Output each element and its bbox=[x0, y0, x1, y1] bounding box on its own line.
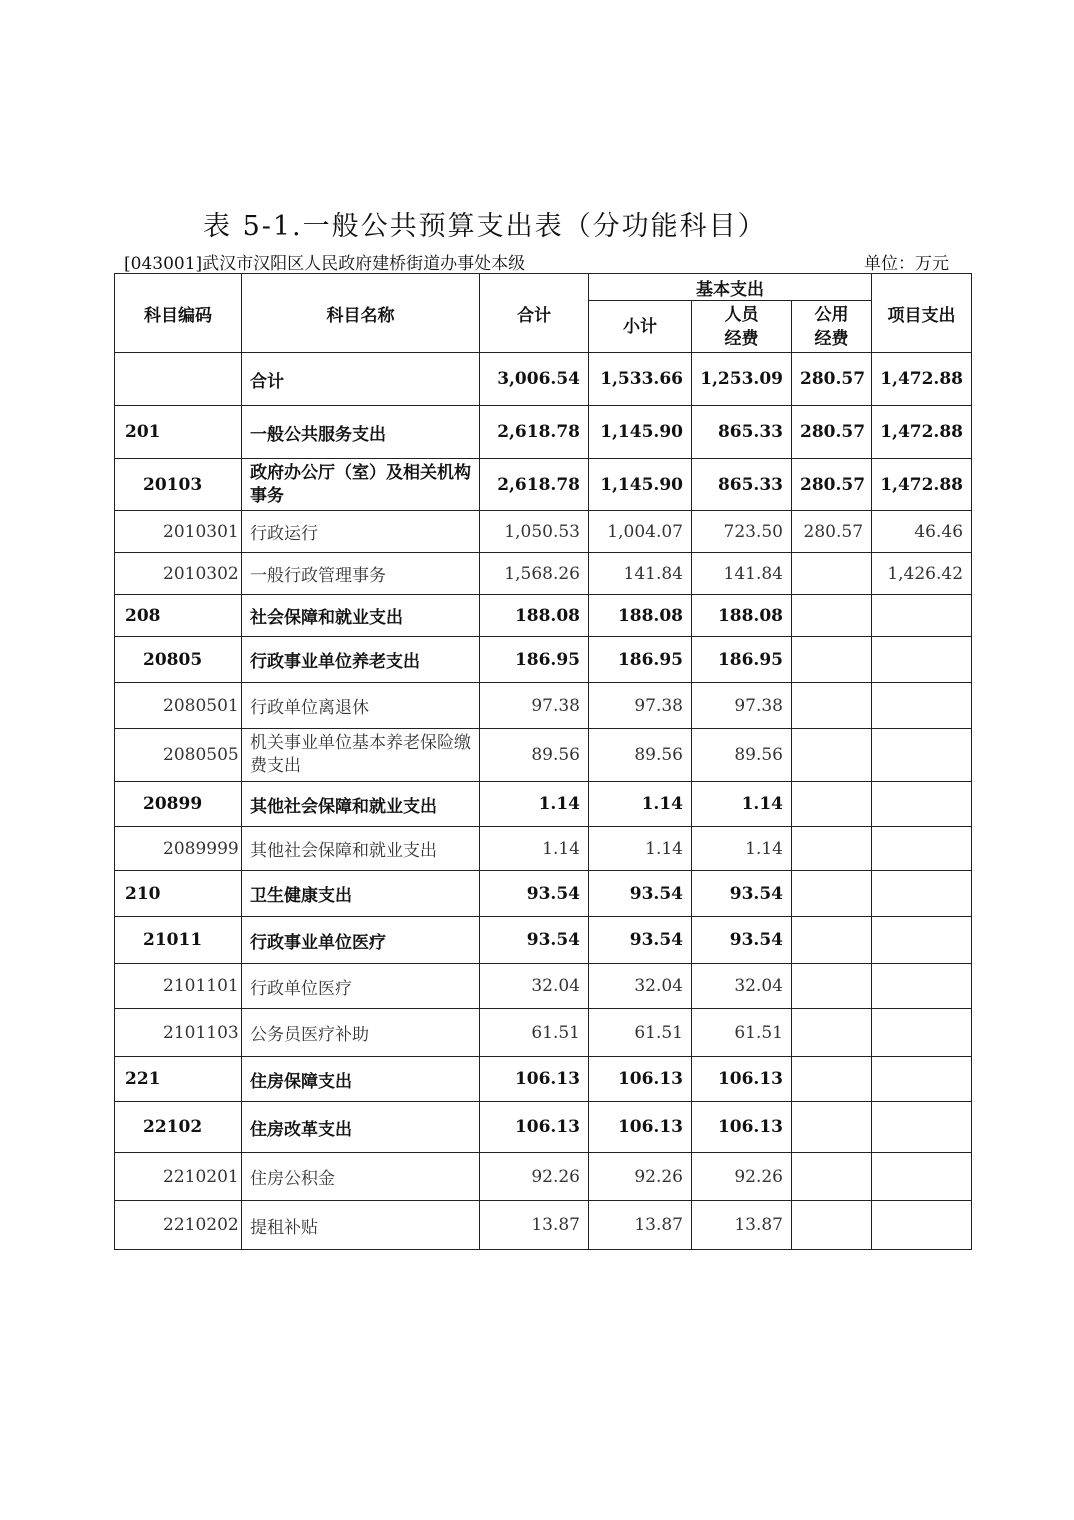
table-row bbox=[115, 683, 972, 729]
header-public-line1: 公用 bbox=[814, 304, 849, 325]
cell-personnel: 93.54 bbox=[692, 871, 792, 917]
cell-code: 2080501 bbox=[115, 683, 242, 729]
table-row bbox=[115, 353, 972, 406]
table-row bbox=[115, 917, 972, 964]
cell-total: 188.08 bbox=[480, 595, 589, 637]
header-public-line2: 经费 bbox=[814, 328, 849, 349]
budget-table bbox=[114, 273, 972, 1250]
table-row bbox=[115, 459, 972, 511]
cell-name: 行政单位医疗 bbox=[242, 964, 480, 1009]
cell-personnel: 141.84 bbox=[692, 553, 792, 595]
cell-code: 20899 bbox=[115, 782, 242, 827]
cell-name: 行政单位离退休 bbox=[242, 683, 480, 729]
cell-personnel: 1.14 bbox=[692, 827, 792, 871]
table-title: 表 5-1.一般公共预算支出表（分功能科目） bbox=[203, 211, 767, 242]
cell-project: 46.46 bbox=[872, 511, 972, 553]
cell-subtotal: 1.14 bbox=[589, 782, 692, 827]
cell-personnel: 92.26 bbox=[692, 1153, 792, 1201]
cell-subtotal: 188.08 bbox=[589, 595, 692, 637]
cell-subtotal: 1,004.07 bbox=[589, 511, 692, 553]
cell-project bbox=[872, 1057, 972, 1102]
cell-code: 20103 bbox=[115, 459, 242, 511]
cell-personnel: 106.13 bbox=[692, 1057, 792, 1102]
cell-total: 106.13 bbox=[480, 1057, 589, 1102]
table-row bbox=[115, 827, 972, 871]
cell-public bbox=[792, 1201, 872, 1250]
cell-personnel: 106.13 bbox=[692, 1102, 792, 1153]
header-personnel-line1: 人员 bbox=[724, 304, 759, 325]
cell-public bbox=[792, 729, 872, 782]
cell-name: 行政运行 bbox=[242, 511, 480, 553]
cell-total: 97.38 bbox=[480, 683, 589, 729]
cell-total: 89.56 bbox=[480, 729, 589, 782]
unit-label: 单位：万元 bbox=[864, 254, 949, 274]
cell-public bbox=[792, 595, 872, 637]
table-body bbox=[115, 353, 972, 1250]
header-public bbox=[792, 301, 872, 353]
cell-public bbox=[792, 553, 872, 595]
header-name: 科目名称 bbox=[242, 274, 480, 353]
cell-public bbox=[792, 1102, 872, 1153]
cell-name: 一般公共服务支出 bbox=[242, 406, 480, 459]
table-row bbox=[115, 729, 972, 782]
cell-code: 2101103 bbox=[115, 1009, 242, 1057]
cell-total: 2,618.78 bbox=[480, 406, 589, 459]
cell-code: 20805 bbox=[115, 637, 242, 683]
cell-name: 住房保障支出 bbox=[242, 1057, 480, 1102]
header-project: 项目支出 bbox=[872, 274, 972, 353]
cell-code: 21011 bbox=[115, 917, 242, 964]
cell-subtotal: 93.54 bbox=[589, 871, 692, 917]
cell-code: 2010302 bbox=[115, 553, 242, 595]
cell-name: 社会保障和就业支出 bbox=[242, 595, 480, 637]
cell-public bbox=[792, 1009, 872, 1057]
cell-subtotal: 1,145.90 bbox=[589, 459, 692, 511]
cell-subtotal: 13.87 bbox=[589, 1201, 692, 1250]
cell-total: 3,006.54 bbox=[480, 353, 589, 406]
cell-project bbox=[872, 964, 972, 1009]
cell-public bbox=[792, 917, 872, 964]
cell-personnel: 13.87 bbox=[692, 1201, 792, 1250]
cell-subtotal: 61.51 bbox=[589, 1009, 692, 1057]
cell-personnel: 32.04 bbox=[692, 964, 792, 1009]
cell-public bbox=[792, 683, 872, 729]
cell-name: 公务员医疗补助 bbox=[242, 1009, 480, 1057]
table-row bbox=[115, 964, 972, 1009]
header-code: 科目编码 bbox=[115, 274, 242, 353]
cell-personnel: 97.38 bbox=[692, 683, 792, 729]
cell-name: 其他社会保障和就业支出 bbox=[242, 827, 480, 871]
table-row bbox=[115, 511, 972, 553]
header-basic: 基本支出 bbox=[589, 274, 872, 301]
cell-code: 2210202 bbox=[115, 1201, 242, 1250]
cell-public bbox=[792, 1057, 872, 1102]
cell-public bbox=[792, 1153, 872, 1201]
header-subtotal: 小计 bbox=[589, 301, 692, 353]
cell-public: 280.57 bbox=[792, 406, 872, 459]
table-row bbox=[115, 553, 972, 595]
cell-project bbox=[872, 729, 972, 782]
cell-name: 合计 bbox=[242, 353, 480, 406]
cell-project: 1,426.42 bbox=[872, 553, 972, 595]
cell-name: 一般行政管理事务 bbox=[242, 553, 480, 595]
header-total: 合计 bbox=[480, 274, 589, 353]
cell-subtotal: 1.14 bbox=[589, 827, 692, 871]
table-row bbox=[115, 637, 972, 683]
cell-name: 住房公积金 bbox=[242, 1153, 480, 1201]
cell-total: 93.54 bbox=[480, 871, 589, 917]
cell-project bbox=[872, 782, 972, 827]
cell-total: 92.26 bbox=[480, 1153, 589, 1201]
cell-code: 2210201 bbox=[115, 1153, 242, 1201]
table-row bbox=[115, 595, 972, 637]
cell-subtotal: 141.84 bbox=[589, 553, 692, 595]
cell-total: 1,568.26 bbox=[480, 553, 589, 595]
cell-code: 208 bbox=[115, 595, 242, 637]
table-row bbox=[115, 871, 972, 917]
cell-subtotal: 186.95 bbox=[589, 637, 692, 683]
cell-code bbox=[115, 353, 242, 406]
cell-public bbox=[792, 871, 872, 917]
cell-personnel: 865.33 bbox=[692, 406, 792, 459]
cell-total: 106.13 bbox=[480, 1102, 589, 1153]
cell-project: 1,472.88 bbox=[872, 353, 972, 406]
cell-subtotal: 32.04 bbox=[589, 964, 692, 1009]
cell-name: 提租补贴 bbox=[242, 1201, 480, 1250]
organization-name: [043001]武汉市汉阳区人民政府建桥街道办事处本级 bbox=[124, 254, 526, 274]
cell-personnel: 188.08 bbox=[692, 595, 792, 637]
cell-code: 22102 bbox=[115, 1102, 242, 1153]
cell-personnel: 1,253.09 bbox=[692, 353, 792, 406]
cell-subtotal: 106.13 bbox=[589, 1057, 692, 1102]
cell-personnel: 89.56 bbox=[692, 729, 792, 782]
cell-name: 行政事业单位医疗 bbox=[242, 917, 480, 964]
cell-name: 行政事业单位养老支出 bbox=[242, 637, 480, 683]
cell-subtotal: 106.13 bbox=[589, 1102, 692, 1153]
table-row bbox=[115, 782, 972, 827]
cell-code: 210 bbox=[115, 871, 242, 917]
cell-code: 201 bbox=[115, 406, 242, 459]
table-row bbox=[115, 1057, 972, 1102]
cell-project bbox=[872, 827, 972, 871]
cell-total: 13.87 bbox=[480, 1201, 589, 1250]
cell-code: 2089999 bbox=[115, 827, 242, 871]
table-row bbox=[115, 1009, 972, 1057]
cell-personnel: 1.14 bbox=[692, 782, 792, 827]
cell-total: 1,050.53 bbox=[480, 511, 589, 553]
cell-subtotal: 1,533.66 bbox=[589, 353, 692, 406]
cell-project bbox=[872, 1201, 972, 1250]
table-row bbox=[115, 1153, 972, 1201]
cell-personnel: 93.54 bbox=[692, 917, 792, 964]
cell-total: 186.95 bbox=[480, 637, 589, 683]
cell-subtotal: 97.38 bbox=[589, 683, 692, 729]
cell-code: 2101101 bbox=[115, 964, 242, 1009]
cell-project bbox=[872, 871, 972, 917]
cell-project bbox=[872, 1102, 972, 1153]
cell-public bbox=[792, 827, 872, 871]
cell-code: 2010301 bbox=[115, 511, 242, 553]
cell-public: 280.57 bbox=[792, 459, 872, 511]
cell-name: 住房改革支出 bbox=[242, 1102, 480, 1153]
cell-public bbox=[792, 964, 872, 1009]
cell-total: 93.54 bbox=[480, 917, 589, 964]
cell-project bbox=[872, 683, 972, 729]
cell-name: 其他社会保障和就业支出 bbox=[242, 782, 480, 827]
table-row bbox=[115, 406, 972, 459]
cell-project bbox=[872, 917, 972, 964]
cell-personnel: 61.51 bbox=[692, 1009, 792, 1057]
cell-name: 机关事业单位基本养老保险缴费支出 bbox=[242, 729, 480, 782]
cell-project: 1,472.88 bbox=[872, 459, 972, 511]
table-row bbox=[115, 1201, 972, 1250]
cell-total: 32.04 bbox=[480, 964, 589, 1009]
cell-subtotal: 89.56 bbox=[589, 729, 692, 782]
cell-public bbox=[792, 637, 872, 683]
cell-public: 280.57 bbox=[792, 511, 872, 553]
cell-subtotal: 92.26 bbox=[589, 1153, 692, 1201]
header-personnel bbox=[692, 301, 792, 353]
cell-total: 1.14 bbox=[480, 827, 589, 871]
cell-personnel: 723.50 bbox=[692, 511, 792, 553]
cell-name: 卫生健康支出 bbox=[242, 871, 480, 917]
header-personnel-line2: 经费 bbox=[724, 328, 759, 349]
cell-subtotal: 93.54 bbox=[589, 917, 692, 964]
cell-personnel: 186.95 bbox=[692, 637, 792, 683]
cell-code: 221 bbox=[115, 1057, 242, 1102]
cell-total: 61.51 bbox=[480, 1009, 589, 1057]
cell-total: 1.14 bbox=[480, 782, 589, 827]
cell-public: 280.57 bbox=[792, 353, 872, 406]
cell-project bbox=[872, 595, 972, 637]
cell-total: 2,618.78 bbox=[480, 459, 589, 511]
cell-project bbox=[872, 637, 972, 683]
cell-project: 1,472.88 bbox=[872, 406, 972, 459]
cell-personnel: 865.33 bbox=[692, 459, 792, 511]
cell-project bbox=[872, 1009, 972, 1057]
cell-project bbox=[872, 1153, 972, 1201]
cell-code: 2080505 bbox=[115, 729, 242, 782]
table-row bbox=[115, 1102, 972, 1153]
cell-subtotal: 1,145.90 bbox=[589, 406, 692, 459]
cell-public bbox=[792, 782, 872, 827]
cell-name: 政府办公厅（室）及相关机构事务 bbox=[242, 459, 480, 511]
